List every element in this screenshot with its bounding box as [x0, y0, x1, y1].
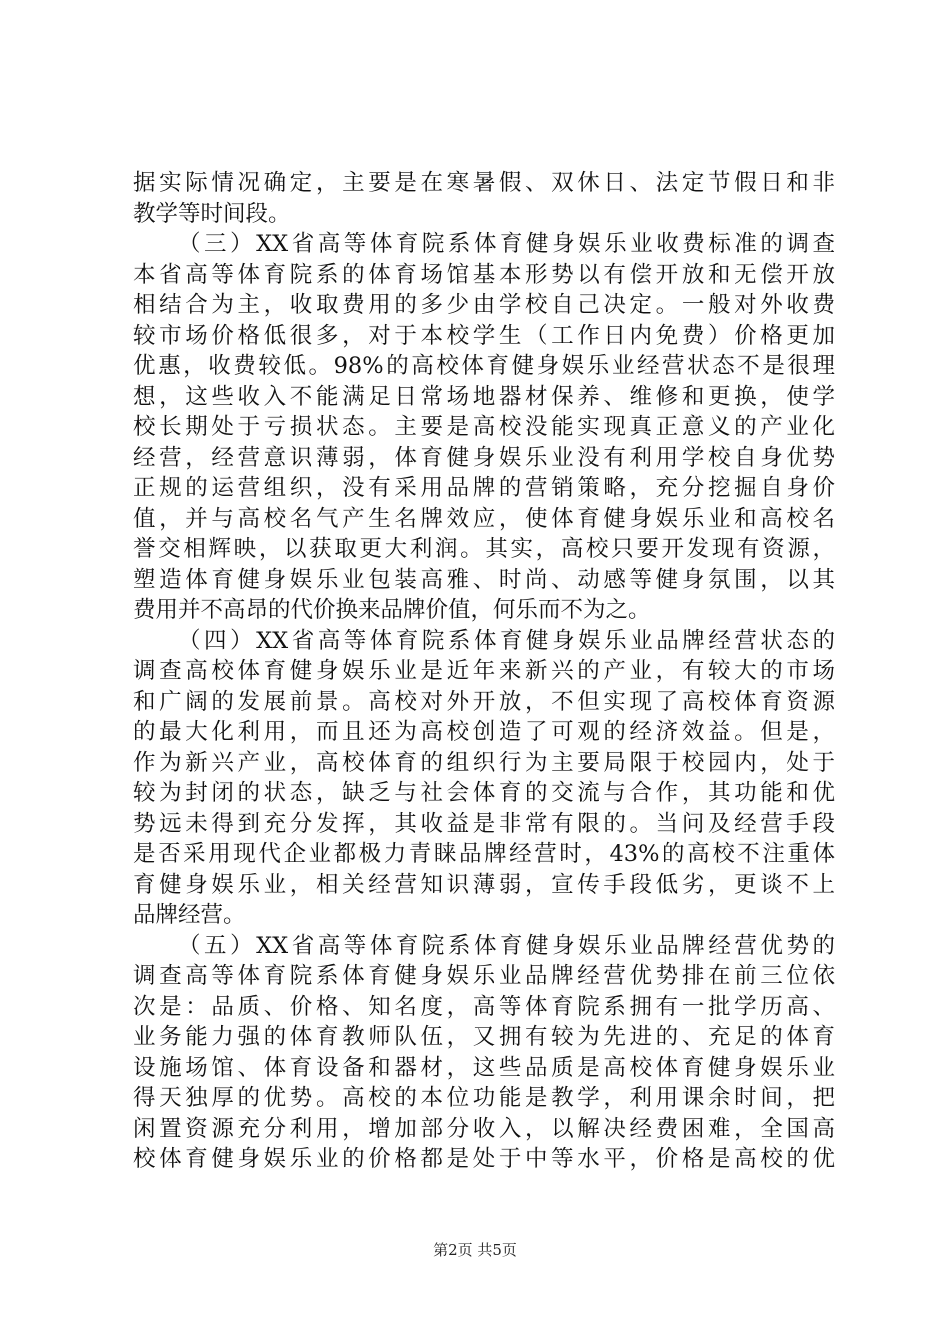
section-heading-line: （三）XX省高等体育院系体育健身娱乐业收费标准的调查	[178, 231, 835, 257]
section-heading-line: （五）XX省高等体育院系体育健身娱乐业品牌经营优势的	[178, 932, 835, 959]
text-line: 费用并不高昂的代价换来品牌价值，何乐而不为之。	[133, 597, 651, 623]
text-line: 校长期处于亏损状态。主要是高校没能实现真正意义的产业化	[133, 414, 835, 440]
text-line: 势远未得到充分发挥，其收益是非常有限的。当问及经营手段	[133, 810, 835, 837]
text-line: 次是：品质、价格、知名度，高等体育院系拥有一批学历高、	[133, 993, 835, 1020]
text-line: 值，并与高校名气产生名牌效应，使体育健身娱乐业和高校名	[133, 505, 835, 532]
text-line: 正规的运营组织，没有采用品牌的营销策略，充分挖掘自身价	[133, 475, 835, 501]
text-line: 塑造体育健身娱乐业包装高雅、时尚、动感等健身氛围，以其	[133, 566, 835, 593]
text-line: 较市场价格低很多，对于本校学生（工作日内免费）价格更加	[133, 322, 835, 349]
text-line: 相结合为主，收取费用的多少由学校自己决定。一般对外收费	[133, 292, 835, 318]
text-line: 得天独厚的优势。高校的本位功能是教学，利用课余时间，把	[133, 1085, 835, 1111]
text-line: 和广阔的发展前景。高校对外开放，不但实现了高校体育资源	[133, 688, 835, 715]
text-line: 调查高等体育院系体育健身娱乐业品牌经营优势排在前三位依	[133, 963, 835, 989]
text-line: 较为封闭的状态，缺乏与社会体育的交流与合作，其功能和优	[133, 780, 835, 806]
section-heading-line: （四）XX省高等体育院系体育健身娱乐业品牌经营状态的	[178, 627, 835, 654]
text-line: 教学等时间段。	[133, 200, 291, 227]
text-line: 调查高校体育健身娱乐业是近年来新兴的产业，有较大的市场	[133, 658, 835, 684]
text-line: 闲置资源充分利用，增加部分收入，以解决经费困难，全国高	[133, 1115, 835, 1142]
text-line: 想，这些收入不能满足日常场地器材保养、维修和更换，使学	[133, 383, 835, 410]
text-line: 校体育健身娱乐业的价格都是处于中等水平，价格是高校的优	[133, 1146, 835, 1172]
text-line: 据实际情况确定，主要是在寒暑假、双休日、法定节假日和非	[133, 170, 835, 196]
text-line: 优惠，收费较低。98%的高校体育健身娱乐业经营状态不是很理	[133, 353, 835, 379]
text-line: 作为新兴产业，高校体育的组织行为主要局限于校园内，处于	[133, 749, 835, 776]
body-text	[133, 168, 835, 1175]
text-line: 品牌经营。	[133, 902, 246, 928]
text-line: 育健身娱乐业，相关经营知识薄弱，宣传手段低劣，更谈不上	[133, 871, 835, 898]
text-line: 业务能力强的体育教师队伍，又拥有较为先进的、充足的体育	[133, 1024, 835, 1050]
page-footer: 第2页 共5页	[433, 1241, 517, 1259]
text-line: 誉交相辉映，以获取更大利润。其实，高校只要开发现有资源，	[133, 536, 835, 562]
text-line: 是否采用现代企业都极力青睐品牌经营时，43%的高校不注重体	[133, 841, 835, 867]
text-line: 本省高等体育院系的体育场馆基本形势以有偿开放和无偿开放	[133, 261, 835, 288]
text-line: 经营，经营意识薄弱，体育健身娱乐业没有利用学校自身优势	[133, 444, 835, 471]
text-line: 设施场馆、体育设备和器材，这些品质是高校体育健身娱乐业	[133, 1054, 835, 1081]
text-line: 的最大化利用，而且还为高校创造了可观的经济效益。但是，	[133, 719, 835, 745]
